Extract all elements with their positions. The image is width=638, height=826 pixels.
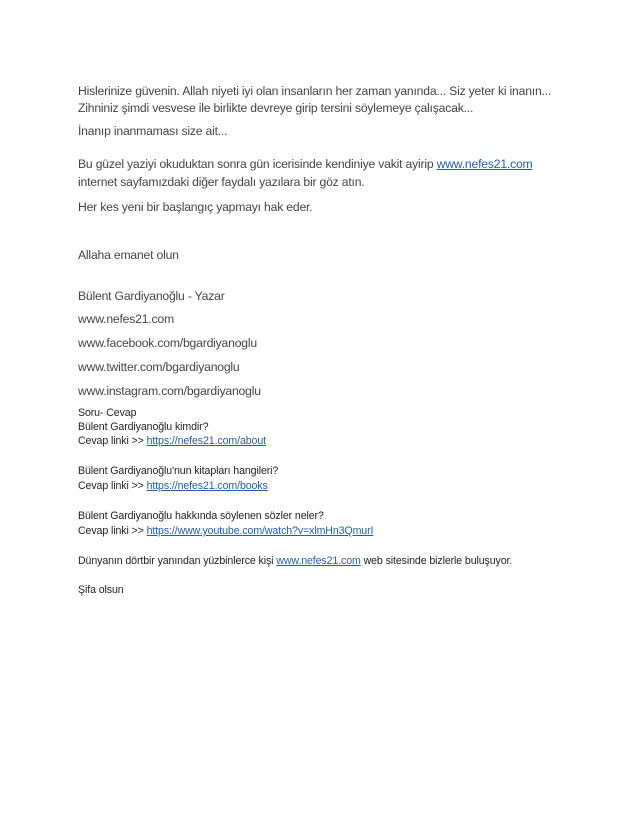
signature-author: Bülent Gardiyanoğlu - Yazar <box>78 289 225 303</box>
qa-question-2: Bülent Gardiyanoğlu'nun kitapları hangileri? <box>78 465 279 477</box>
about-link[interactable]: https://nefes21.com/about <box>146 435 266 447</box>
paragraph-3-line-2: internet sayfamızdaki diğer faydalı yazılara bir göz atın. <box>78 175 365 189</box>
nefes21-link[interactable]: www.nefes21.com <box>436 157 533 171</box>
qa-answer-3 <box>78 526 373 537</box>
paragraph-4: Her kes yeni bir başlangıç yapmayı hak eder. <box>78 200 313 214</box>
signature-instagram: www.instagram.com/bgardiyanoglu <box>78 384 261 398</box>
qa-header: Soru- Cevap <box>78 407 137 419</box>
youtube-link[interactable]: https://www.youtube.com/watch?v=xlmHn3QmurI <box>146 525 374 537</box>
closing-text: Şifa olsun <box>78 584 124 596</box>
paragraph-1-line-1: Hislerinize güvenin. Allah niyeti iyi olan insanların her zaman yanında... Siz yeter ki inanın... <box>78 84 552 98</box>
qa-question-3: Bülent Gardiyanoğlu hakkında söylenen sözler neler? <box>78 510 324 522</box>
paragraph-3-text: Bu güzel yaziyi okuduktan sonra gün icerisinde kendiniye vakit ayirip <box>78 157 437 171</box>
qa-answer-2 <box>78 481 268 492</box>
signature-twitter: www.twitter.com/bgardiyanoglu <box>78 360 240 374</box>
paragraph-5: Allaha emanet olun <box>78 248 179 262</box>
paragraph-3-line-1 <box>78 158 533 170</box>
footer-text-before: Dünyanın dörtbir yanından yüzbinlerce kişi <box>78 555 277 567</box>
signature-website: www.nefes21.com <box>78 312 174 326</box>
books-link[interactable]: https://nefes21.com/books <box>146 480 268 492</box>
paragraph-1-line-2: Zihniniz şimdi vesvese ile birlikte devreye girip tersini söylemeye çalışacak... <box>78 101 474 115</box>
footer-line <box>78 556 512 567</box>
qa-question-1: Bülent Gardiyanoğlu kimdir? <box>78 421 209 433</box>
footer-text-after: web sitesinde bizlerle buluşuyor. <box>360 555 513 567</box>
answer-prefix: Cevap linki >> <box>78 435 147 447</box>
answer-prefix: Cevap linki >> <box>78 480 147 492</box>
answer-prefix: Cevap linki >> <box>78 525 147 537</box>
signature-facebook: www.facebook.com/bgardiyanoglu <box>78 336 257 350</box>
qa-answer-1 <box>78 436 266 447</box>
paragraph-2: İnanıp inanmaması size ait... <box>78 124 228 138</box>
footer-nefes21-link[interactable]: www.nefes21.com <box>276 555 361 567</box>
